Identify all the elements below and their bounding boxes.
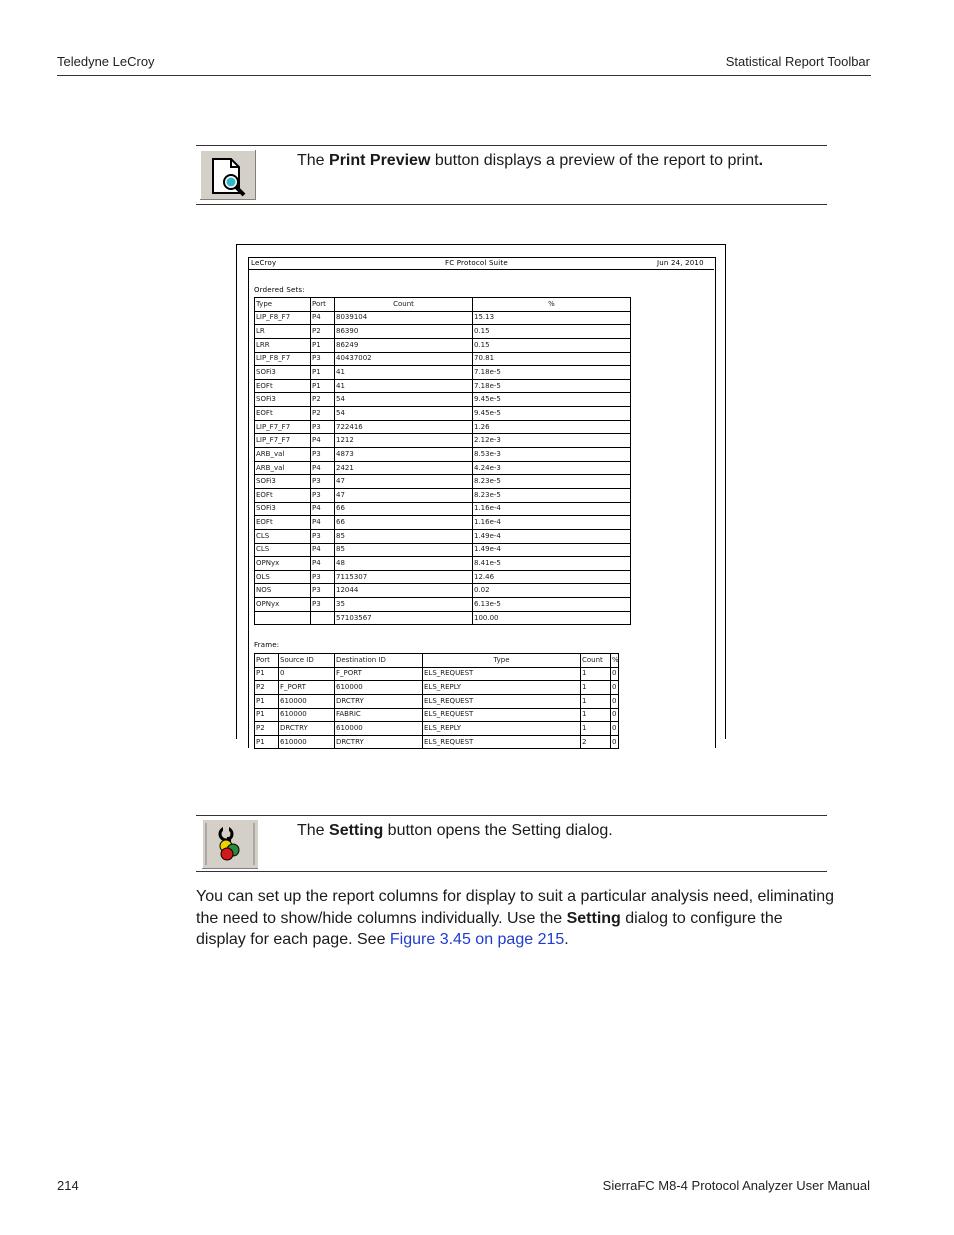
ordered-sets-row-cell: 54: [335, 393, 473, 407]
ordered-sets-row-cell: P3: [311, 420, 335, 434]
ordered-sets-row-cell: 12.46: [473, 570, 631, 584]
frame-row-cell: 610000: [335, 722, 423, 736]
ordered-sets-row-cell: 1.26: [473, 420, 631, 434]
os-col-type: Type: [255, 298, 311, 312]
frame-row-cell: 0: [611, 667, 619, 681]
ordered-sets-row-cell: LIP_F7_F7: [255, 420, 311, 434]
frame-row-cell: 610000: [279, 708, 335, 722]
ordered-sets-row: [255, 584, 631, 598]
ordered-sets-row-cell: P3: [311, 529, 335, 543]
frame-row: [255, 667, 619, 681]
ordered-sets-row: [255, 338, 631, 352]
manual-title: SierraFC M8-4 Protocol Analyzer User Manual: [602, 1178, 870, 1193]
ordered-sets-row-cell: LIP_F8_F7: [255, 352, 311, 366]
ordered-sets-row-cell: 7115307: [335, 570, 473, 584]
frame-row-cell: 610000: [279, 694, 335, 708]
frame-row-cell: DRCTRY: [335, 694, 423, 708]
frame-row-cell: DRCTRY: [335, 735, 423, 749]
ordered-sets-row-cell: 7.18e-5: [473, 379, 631, 393]
frame-row-cell: 0: [611, 694, 619, 708]
ordered-sets-row-cell: P4: [311, 502, 335, 516]
setting-row: [196, 815, 827, 872]
ordered-sets-row-cell: OLS: [255, 570, 311, 584]
ordered-sets-header-row: [255, 298, 631, 312]
ordered-sets-row-cell: SOFi3: [255, 393, 311, 407]
ordered-sets-row-cell: 8.41e-5: [473, 557, 631, 571]
ordered-sets-row-cell: 2.12e-3: [473, 434, 631, 448]
ordered-sets-row-cell: ARB_val: [255, 461, 311, 475]
setting-paragraph: You can set up the report columns for display to suit a particular analysis need, eliminating the need to show/hide columns individually. Use the Setting dialog to configure the display for each page. See Figure 3.45 on page 215.: [196, 888, 834, 948]
ordered-sets-row-cell: SOFi3: [255, 475, 311, 489]
frame-row-cell: 2: [581, 735, 611, 749]
ordered-sets-row: [255, 611, 631, 625]
ordered-sets-row-cell: 54: [335, 407, 473, 421]
fr-col-type: Type: [423, 654, 581, 668]
ordered-sets-row-cell: P4: [311, 434, 335, 448]
ordered-sets-row-cell: NOS: [255, 584, 311, 598]
ordered-sets-row: [255, 325, 631, 339]
frame-row-cell: 0: [279, 667, 335, 681]
ordered-sets-row-cell: 47: [335, 475, 473, 489]
ordered-sets-row: [255, 407, 631, 421]
frame-row-cell: P1: [255, 694, 279, 708]
ordered-sets-row-cell: 2421: [335, 461, 473, 475]
ordered-sets-row-cell: 41: [335, 366, 473, 380]
ordered-sets-row-cell: P3: [311, 448, 335, 462]
ordered-sets-row-cell: 8.23e-5: [473, 488, 631, 502]
ordered-sets-row-cell: 8.53e-3: [473, 448, 631, 462]
ordered-sets-row-cell: 57103567: [335, 611, 473, 625]
ordered-sets-row-cell: 15.13: [473, 311, 631, 325]
ordered-sets-row-cell: SOFi3: [255, 366, 311, 380]
ordered-sets-row-cell: 85: [335, 543, 473, 557]
frame-row-cell: ELS_REPLY: [423, 681, 581, 695]
fr-col-destination: Destination ID: [335, 654, 423, 668]
frame-row: [255, 708, 619, 722]
ordered-sets-row: [255, 488, 631, 502]
fr-col-port: Port: [255, 654, 279, 668]
ordered-sets-row-cell: 100.00: [473, 611, 631, 625]
ordered-sets-row-cell: 86390: [335, 325, 473, 339]
ordered-sets-row-cell: P4: [311, 543, 335, 557]
frame-row-cell: 0: [611, 722, 619, 736]
frame-header-row: [255, 654, 619, 668]
preview-suite-title: FC Protocol Suite: [445, 259, 508, 267]
ordered-sets-row-cell: P3: [311, 352, 335, 366]
ordered-sets-row-cell: 0.15: [473, 325, 631, 339]
frame-row-cell: 0: [611, 708, 619, 722]
ordered-sets-row-cell: 9.45e-5: [473, 407, 631, 421]
print-preview-row: [196, 145, 827, 205]
frame-row-cell: ELS_REQUEST: [423, 735, 581, 749]
setting-dialog-term: Setting: [566, 909, 621, 927]
frame-row: [255, 681, 619, 695]
ordered-sets-row-cell: P4: [311, 311, 335, 325]
ordered-sets-row-cell: 47: [335, 488, 473, 502]
ordered-sets-row-cell: P3: [311, 488, 335, 502]
ordered-sets-row-cell: P1: [311, 366, 335, 380]
frame-row: [255, 735, 619, 749]
os-col-port: Port: [311, 298, 335, 312]
ordered-sets-row: [255, 475, 631, 489]
ordered-sets-row-cell: P3: [311, 570, 335, 584]
ordered-sets-row-cell: OPNyx: [255, 557, 311, 571]
ordered-sets-row-cell: LIP_F7_F7: [255, 434, 311, 448]
header-section-title: Statistical Report Toolbar: [725, 54, 870, 69]
frame-row-cell: P2: [255, 681, 279, 695]
ordered-sets-row: [255, 420, 631, 434]
ordered-sets-row-cell: 722416: [335, 420, 473, 434]
ordered-sets-row: [255, 311, 631, 325]
frame-row-cell: 1: [581, 694, 611, 708]
ordered-sets-row-cell: P4: [311, 516, 335, 530]
ordered-sets-row-cell: P2: [311, 325, 335, 339]
ordered-sets-row-cell: ARB_val: [255, 448, 311, 462]
frame-row-cell: P2: [255, 722, 279, 736]
ordered-sets-row-cell: P2: [311, 407, 335, 421]
os-col-percent: %: [473, 298, 631, 312]
frame-row-cell: 1: [581, 722, 611, 736]
frame-label: Frame:: [254, 641, 280, 649]
frame-row-cell: P1: [255, 708, 279, 722]
ordered-sets-row-cell: P3: [311, 475, 335, 489]
ordered-sets-row-cell: 48: [335, 557, 473, 571]
ordered-sets-row-cell: 4873: [335, 448, 473, 462]
ordered-sets-row-cell: 0.15: [473, 338, 631, 352]
os-col-count: Count: [335, 298, 473, 312]
header-company: Teledyne LeCroy: [57, 54, 155, 69]
ordered-sets-row-cell: LRR: [255, 338, 311, 352]
header-rule: [57, 75, 871, 76]
ordered-sets-row-cell: 12044: [335, 584, 473, 598]
ordered-sets-label: Ordered Sets:: [254, 286, 305, 294]
ordered-sets-row-cell: [255, 611, 311, 625]
frame-row-cell: 1: [581, 708, 611, 722]
frame-row-cell: P1: [255, 735, 279, 749]
print-preview-icon[interactable]: [200, 150, 256, 200]
ordered-sets-row-cell: 41: [335, 379, 473, 393]
preview-date: Jun 24, 2010: [657, 259, 704, 267]
ordered-sets-row-cell: P3: [311, 598, 335, 612]
print-preview-description: The Print Preview button displays a preview of the report to print.: [297, 152, 764, 169]
ordered-sets-row: [255, 598, 631, 612]
ordered-sets-row-cell: SOFi3: [255, 502, 311, 516]
preview-title-rule: [248, 269, 714, 270]
ordered-sets-row-cell: 4.24e-3: [473, 461, 631, 475]
frame-row-cell: 610000: [279, 735, 335, 749]
ordered-sets-row-cell: 6.13e-5: [473, 598, 631, 612]
frame-row-cell: DRCTRY: [279, 722, 335, 736]
ordered-sets-table: [254, 297, 631, 625]
frame-row-cell: 1: [581, 681, 611, 695]
ordered-sets-row-cell: CLS: [255, 543, 311, 557]
frame-row: [255, 722, 619, 736]
ordered-sets-row-cell: 1.49e-4: [473, 529, 631, 543]
print-preview-image: [236, 244, 726, 746]
setting-term: Setting: [329, 822, 384, 839]
ordered-sets-row: [255, 516, 631, 530]
fr-col-source: Source ID: [279, 654, 335, 668]
ordered-sets-row: [255, 529, 631, 543]
ordered-sets-row-cell: LR: [255, 325, 311, 339]
setting-description: The Setting button opens the Setting dialog.: [297, 822, 613, 839]
fr-col-count: Count: [581, 654, 611, 668]
ordered-sets-row-cell: 9.45e-5: [473, 393, 631, 407]
ordered-sets-row-cell: EOFt: [255, 379, 311, 393]
ordered-sets-row-cell: LIP_F8_F7: [255, 311, 311, 325]
frame-row-cell: 0: [611, 735, 619, 749]
frame-row-cell: ELS_REQUEST: [423, 694, 581, 708]
ordered-sets-row-cell: P4: [311, 557, 335, 571]
frame-row: [255, 694, 619, 708]
preview-company: LeCroy: [251, 259, 277, 267]
ordered-sets-row: [255, 366, 631, 380]
ordered-sets-row-cell: P3: [311, 584, 335, 598]
ordered-sets-row-cell: 66: [335, 516, 473, 530]
ordered-sets-row: [255, 461, 631, 475]
ordered-sets-row-cell: 7.18e-5: [473, 366, 631, 380]
ordered-sets-row-cell: P1: [311, 379, 335, 393]
ordered-sets-row-cell: 1.49e-4: [473, 543, 631, 557]
ordered-sets-row: [255, 448, 631, 462]
ordered-sets-row: [255, 570, 631, 584]
ordered-sets-row-cell: [311, 611, 335, 625]
ordered-sets-row-cell: 86249: [335, 338, 473, 352]
ordered-sets-row: [255, 393, 631, 407]
ordered-sets-row-cell: P4: [311, 461, 335, 475]
fr-col-percent: %: [611, 654, 619, 668]
ordered-sets-row: [255, 352, 631, 366]
frame-row-cell: 0: [611, 681, 619, 695]
frame-row-cell: F_PORT: [279, 681, 335, 695]
frame-row-cell: 610000: [335, 681, 423, 695]
ordered-sets-row-cell: 0.02: [473, 584, 631, 598]
ordered-sets-row-cell: 35: [335, 598, 473, 612]
ordered-sets-row: [255, 379, 631, 393]
ordered-sets-row: [255, 543, 631, 557]
ordered-sets-row-cell: P1: [311, 338, 335, 352]
print-preview-term: Print Preview: [329, 152, 431, 169]
ordered-sets-row-cell: 8.23e-5: [473, 475, 631, 489]
frame-row-cell: F_PORT: [335, 667, 423, 681]
ordered-sets-row-cell: EOFt: [255, 488, 311, 502]
page-number: 214: [57, 1178, 79, 1193]
frame-row-cell: ELS_REQUEST: [423, 708, 581, 722]
ordered-sets-row-cell: P2: [311, 393, 335, 407]
ordered-sets-row-cell: 85: [335, 529, 473, 543]
ordered-sets-row: [255, 502, 631, 516]
ordered-sets-row-cell: 40437002: [335, 352, 473, 366]
frame-row-cell: ELS_REPLY: [423, 722, 581, 736]
frame-table: [254, 653, 619, 749]
frame-row-cell: 1: [581, 667, 611, 681]
ordered-sets-row-cell: 1212: [335, 434, 473, 448]
setting-icon[interactable]: [202, 819, 258, 869]
ordered-sets-row-cell: 8039104: [335, 311, 473, 325]
ordered-sets-row-cell: 1.16e-4: [473, 502, 631, 516]
frame-row-cell: FABRIC: [335, 708, 423, 722]
figure-link[interactable]: Figure 3.45 on page 215: [389, 931, 565, 948]
ordered-sets-row-cell: 1.16e-4: [473, 516, 631, 530]
ordered-sets-row: [255, 434, 631, 448]
ordered-sets-row-cell: CLS: [255, 529, 311, 543]
ordered-sets-row: [255, 557, 631, 571]
ordered-sets-row-cell: 66: [335, 502, 473, 516]
ordered-sets-row-cell: EOFt: [255, 407, 311, 421]
ordered-sets-row-cell: EOFt: [255, 516, 311, 530]
ordered-sets-row-cell: 70.81: [473, 352, 631, 366]
ordered-sets-row-cell: OPNyx: [255, 598, 311, 612]
frame-row-cell: ELS_REQUEST: [423, 667, 581, 681]
frame-row-cell: P1: [255, 667, 279, 681]
